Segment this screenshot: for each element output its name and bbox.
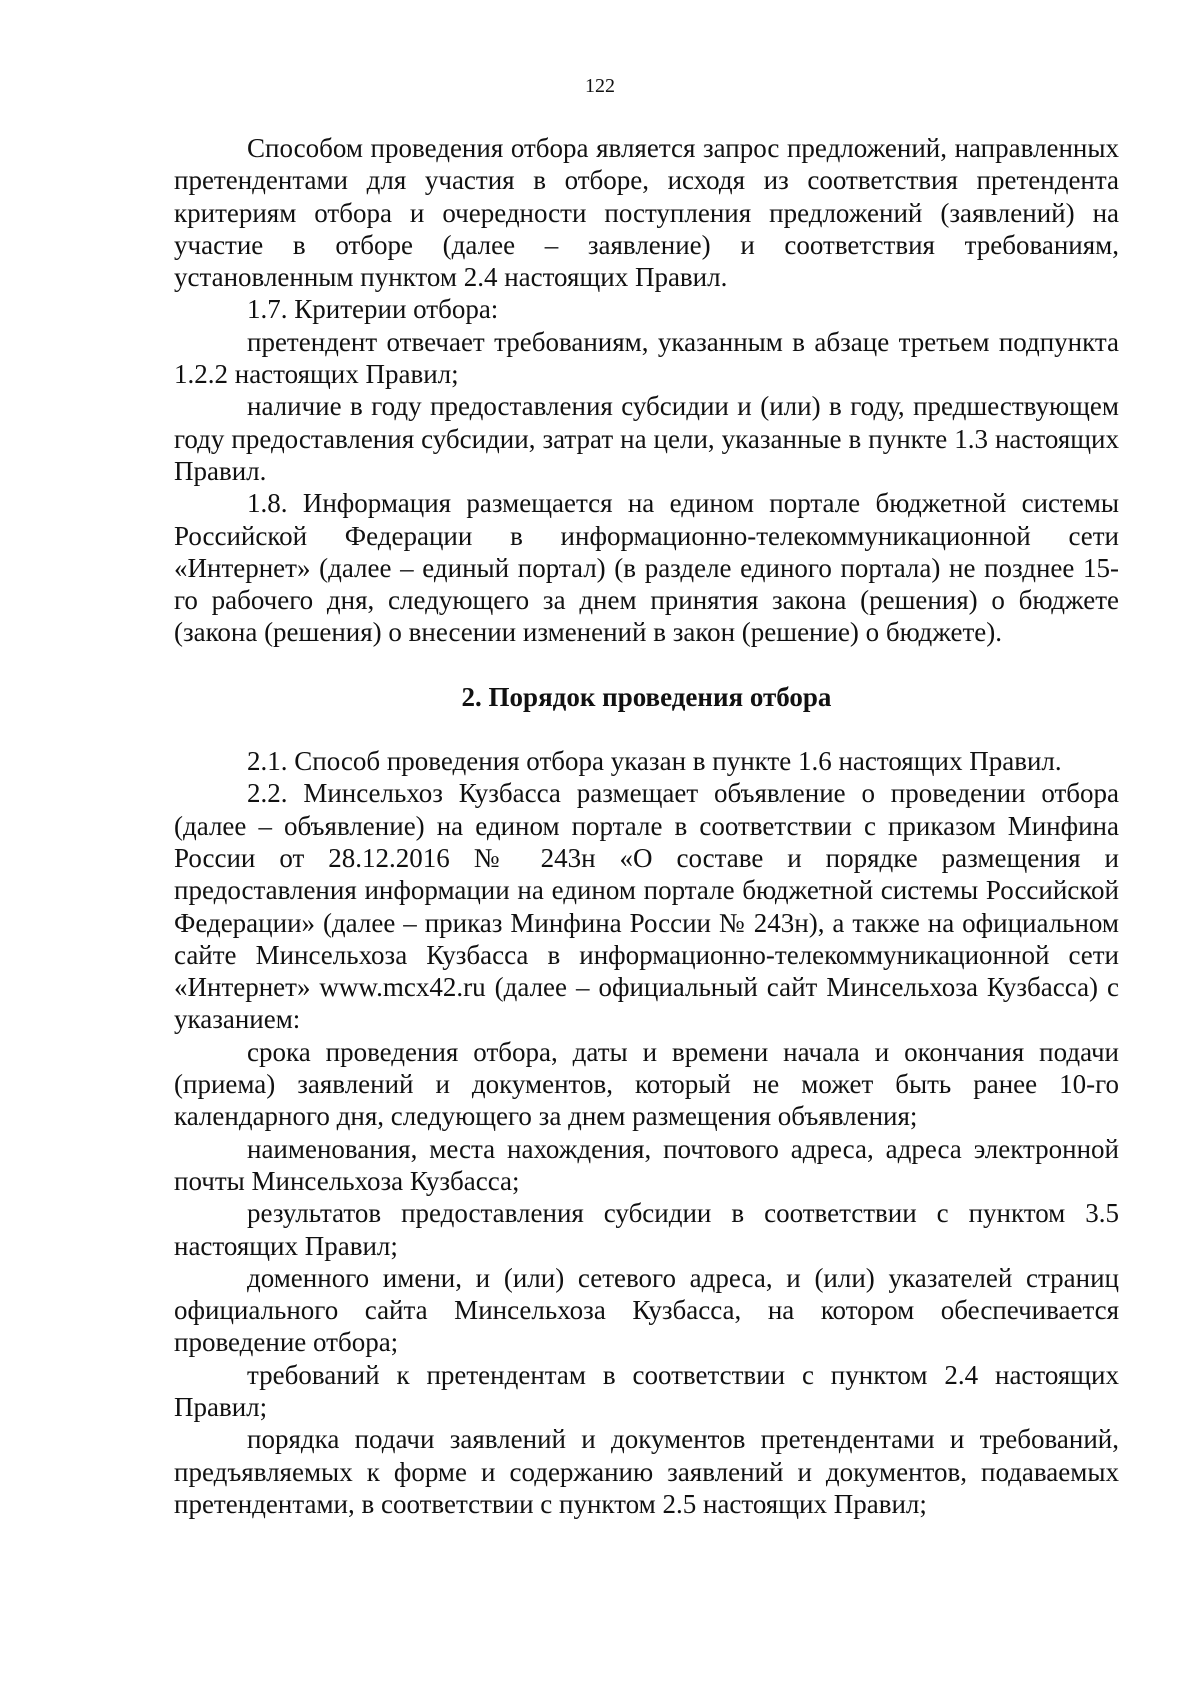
paragraph-1-7-criteria: 1.7. Критерии отбора:	[247, 294, 499, 325]
paragraph-2-2: 2.2. Минсельхоз Кузбасса размещает объявление о проведении отбора (далее – объявление) на едином портале в соответствии с приказом Минфина России от 28.12.2016 № 243н «О составе и порядке размещения и предоставления информации на едином портале бюджетной системы Российской Федерации» (далее – приказ Минфина России № 243н), а также на официальном сайте Минсельхоза Кузбасса в информационно-телекоммуникационной сети «Интернет» www.mcx42.ru (далее – официальный сайт Минсельхоза Кузбасса) с указанием:	[174, 778, 1119, 1035]
paragraph-contacts: наименования, места нахождения, почтового адреса, адреса электронной почты Минсельхоза Кузбасса;	[174, 1133, 1119, 1196]
paragraph-1-8-information: 1.8. Информация размещается на едином портале бюджетной системы Российской Федерации в информационно-телекоммуникационной сети «Интернет» (далее – единый портал) (в разделе единого портала) не позднее 15-го рабочего дня, следующего за днем принятия закона (решения) о бюджете (закона (решения) о внесении изменений в закон (решение) о бюджете).	[174, 488, 1119, 648]
paragraph-applicant-requirements: требований к претендентам в соответствии с пунктом 2.4 настоящих Правил;	[174, 1359, 1119, 1422]
paragraph-submission-order: порядка подачи заявлений и документов претендентами и требований, предъявляемых к форме и содержанию заявлений и документов, подаваемых претендентами, в соответствии с пунктом 2.5 настоящих Правил;	[174, 1424, 1119, 1519]
page-number: 122	[585, 75, 615, 97]
paragraph-selection-method: Способом проведения отбора является запрос предложений, направленных претендентами для участия в отборе, исходя из соответствия претендента критериям отбора и очередности поступления предложений (заявлений) на участие в отборе (далее – заявление) и соответствия требованиям, установленным пунктом 2.4 настоящих Правил.	[174, 133, 1119, 293]
document-body	[174, 132, 1119, 1520]
section-heading: 2. Порядок проведения отбора	[461, 681, 832, 712]
paragraph-criterion-requirements: претендент отвечает требованиям, указанным в абзаце третьем подпункта 1.2.2 настоящих Правил;	[174, 326, 1119, 390]
paragraph-deadline: срока проведения отбора, даты и времени начала и окончания подачи (приема) заявлений и документов, который не может быть ранее 10-го календарного дня, следующего за днем размещения объявления;	[174, 1036, 1119, 1132]
paragraph-criterion-costs: наличие в году предоставления субсидии и (или) в году, предшествующем году предоставления субсидии, затрат на цели, указанные в пункте 1.3 настоящих Правил.	[174, 391, 1119, 486]
paragraph-domain-name: доменного имени, и (или) сетевого адреса, и (или) указателей страниц официального сайта Минсельхоза Кузбасса, на котором обеспечивается проведение отбора;	[174, 1262, 1119, 1358]
paragraph-results: результатов предоставления субсидии в соответствии с пунктом 3.5 настоящих Правил;	[174, 1198, 1119, 1261]
paragraph-2-1: 2.1. Способ проведения отбора указан в пункте 1.6 настоящих Правил.	[247, 746, 1062, 777]
